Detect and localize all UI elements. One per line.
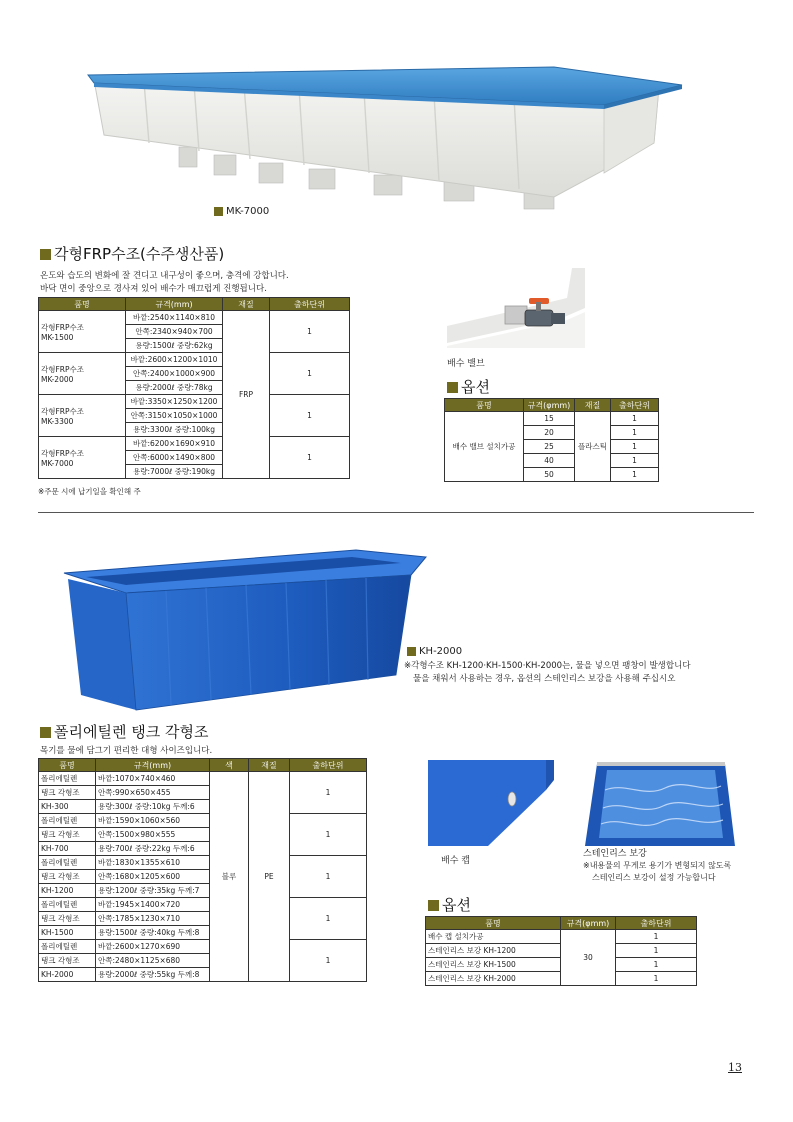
- pe-option-title-text: 옵션: [442, 896, 471, 914]
- frp-option-spec: 15: [524, 412, 575, 426]
- pe-option-unit: 1: [616, 944, 697, 958]
- pe-option-table: [425, 916, 697, 986]
- drain-cap-image: [428, 760, 554, 846]
- pe-row-outer: 바깥:1830×1355×610: [96, 856, 210, 870]
- frp-header-material: 재질: [223, 298, 270, 311]
- bullet-square-icon: [40, 727, 51, 738]
- pe-row-name2: 탱크 각형조: [39, 870, 96, 884]
- drain-valve-image: [447, 268, 585, 348]
- frp-option-unit: 1: [611, 454, 659, 468]
- pe-header-spec: 규격(mm): [96, 759, 210, 772]
- pe-row-capacity: 용량:1500ℓ 중량:40kg 두께:8: [96, 926, 210, 940]
- frp-row-outer: 바깥:6200×1690×910: [126, 437, 223, 451]
- stainless-note: [583, 860, 731, 884]
- pe-row-name3: KH-1200: [39, 884, 96, 898]
- pe-row-name3: KH-2000: [39, 968, 96, 982]
- pe-header-name: 품명: [39, 759, 96, 772]
- pe-row-name1: 폴리에틸렌: [39, 772, 96, 786]
- frp-option-unit: 1: [611, 426, 659, 440]
- pe-spec-table: [38, 758, 367, 982]
- frp-option-header-unit: 출하단위: [611, 399, 659, 412]
- pe-row-outer: 바깥:2600×1270×690: [96, 940, 210, 954]
- pe-option-header-spec: 규격(φmm): [561, 917, 616, 930]
- drain-valve-caption: 배수 밸브: [447, 359, 485, 369]
- frp-section-title-text: 각형FRP수조(수주생산품): [54, 245, 225, 263]
- pe-section-title-text: 폴리에틸렌 탱크 각형조: [54, 723, 209, 741]
- frp-option-unit: 1: [611, 412, 659, 426]
- bullet-square-icon: [40, 249, 51, 260]
- frp-row-inner: 안쪽:2400×1000×900: [126, 367, 223, 381]
- pe-row-unit: 1: [290, 772, 367, 814]
- pe-description: 목기를 물에 담그기 편리한 대형 사이즈입니다.: [40, 746, 213, 756]
- pe-row-name1: 폴리에틸렌: [39, 814, 96, 828]
- frp-header-unit: 출하단위: [270, 298, 350, 311]
- frp-option-spec: 40: [524, 454, 575, 468]
- frp-row-outer: 바깥:3350×1250×1200: [126, 395, 223, 409]
- pe-row-unit: 1: [290, 814, 367, 856]
- frp-option-title: [447, 376, 490, 397]
- frp-row-name: 각형FRP수조 MK-2000: [39, 353, 126, 395]
- pe-row-capacity: 용량:300ℓ 중량:10kg 두께:6: [96, 800, 210, 814]
- frp-section-title: [40, 243, 224, 264]
- frp-row-inner: 안쪽:6000×1490×800: [126, 451, 223, 465]
- frp-option-header-material: 재질: [575, 399, 611, 412]
- frp-row-capacity: 용량:7000ℓ 중량:190kg: [126, 465, 223, 479]
- section-divider: [38, 512, 754, 513]
- pe-row-inner: 안쪽:1680×1205×600: [96, 870, 210, 884]
- frp-footnote: ※주문 시에 납기일을 확인해 주: [38, 487, 141, 496]
- frp-option-name-cell: 배수 밸브 설치가공: [445, 412, 524, 482]
- frp-header-spec: 규격(mm): [126, 298, 223, 311]
- pe-row-unit: 1: [290, 940, 367, 982]
- pe-option-unit: 1: [616, 972, 697, 986]
- frp-spec-table: [38, 297, 350, 479]
- frp-row-unit: 1: [270, 395, 350, 437]
- stainless-caption: 스테인리스 보강: [583, 849, 647, 859]
- frp-option-unit: 1: [611, 468, 659, 482]
- pe-expansion-note: [404, 660, 691, 686]
- frp-option-header-spec: 규격(φmm): [524, 399, 575, 412]
- pe-row-name1: 폴리에틸렌: [39, 856, 96, 870]
- pe-option-name: 스테인리스 보강 KH-1500: [426, 958, 561, 972]
- pe-row-unit: 1: [290, 856, 367, 898]
- frp-product-caption: [214, 206, 269, 217]
- pe-row-inner: 안쪽:990×650×455: [96, 786, 210, 800]
- frp-row-unit: 1: [270, 353, 350, 395]
- pe-row-capacity: 용량:1200ℓ 중량:35kg 두께:7: [96, 884, 210, 898]
- pe-option-name: 스테인리스 보강 KH-1200: [426, 944, 561, 958]
- pe-option-name: 배수 캡 설치가공: [426, 930, 561, 944]
- frp-option-material-cell: 플라스틱: [575, 412, 611, 482]
- stainless-reinforcement-image: [585, 760, 735, 846]
- frp-option-unit: 1: [611, 440, 659, 454]
- frp-description: [40, 270, 289, 296]
- bullet-square-icon: [407, 647, 416, 656]
- stainless-note-line1: ※내용물의 무게로 용기가 변형되지 않도록: [583, 861, 732, 870]
- pe-row-name2: 탱크 각형조: [39, 828, 96, 842]
- drain-cap-caption: 배수 캡: [441, 856, 470, 866]
- frp-row-inner: 안쪽:2340×940×700: [126, 325, 223, 339]
- pe-option-header-unit: 출하단위: [616, 917, 697, 930]
- pe-row-inner: 안쪽:1500×980×555: [96, 828, 210, 842]
- pe-option-name: 스테인리스 보강 KH-2000: [426, 972, 561, 986]
- pe-tank-image: [56, 545, 428, 715]
- pe-option-unit: 1: [616, 930, 697, 944]
- pe-row-name3: KH-300: [39, 800, 96, 814]
- frp-row-unit: 1: [270, 437, 350, 479]
- pe-header-material: 재질: [249, 759, 290, 772]
- pe-option-header-name: 품명: [426, 917, 561, 930]
- frp-option-title-text: 옵션: [461, 378, 490, 396]
- frp-row-name: 각형FRP수조 MK-7000: [39, 437, 126, 479]
- pe-section-title: [40, 721, 208, 742]
- frp-row-capacity: 용량:3300ℓ 중량:100kg: [126, 423, 223, 437]
- frp-material-cell: FRP: [223, 311, 270, 479]
- frp-row-name: 각형FRP수조 MK-3300: [39, 395, 126, 437]
- frp-product-caption-text: MK-7000: [226, 206, 270, 217]
- frp-row-outer: 바깥:2540×1140×810: [126, 311, 223, 325]
- pe-row-capacity: 용량:700ℓ 중량:22kg 두께:6: [96, 842, 210, 856]
- pe-option-spec-cell: 30: [561, 930, 616, 986]
- pe-header-color: 색: [210, 759, 249, 772]
- frp-row-outer: 바깥:2600×1200×1010: [126, 353, 223, 367]
- pe-row-outer: 바깥:1590×1060×560: [96, 814, 210, 828]
- pe-option-unit: 1: [616, 958, 697, 972]
- bullet-square-icon: [214, 207, 223, 216]
- pe-color-cell: 블루: [210, 772, 249, 982]
- pe-product-caption-text: KH-2000: [419, 646, 463, 657]
- frp-option-spec: 25: [524, 440, 575, 454]
- frp-row-capacity: 용량:2000ℓ 중량:78kg: [126, 381, 223, 395]
- pe-row-name2: 탱크 각형조: [39, 786, 96, 800]
- pe-note-line2: 물을 채워서 사용하는 경우, 옵션의 스테인리스 보강을 사용해 주십시오: [413, 674, 676, 684]
- frp-option-header-name: 품명: [445, 399, 524, 412]
- pe-material-cell: PE: [249, 772, 290, 982]
- stainless-note-line2: 스테인리스 보강이 설정 가능합니다: [592, 873, 716, 882]
- pe-header-unit: 출하단위: [290, 759, 367, 772]
- pe-note-line1: ※각형수조 KH-1200·KH-1500·KH-2000는, 물을 넣으면 팽창이 발생합니다: [404, 661, 691, 671]
- pe-row-inner: 안쪽:1785×1230×710: [96, 912, 210, 926]
- pe-row-inner: 안쪽:2480×1125×680: [96, 954, 210, 968]
- pe-product-caption: [407, 646, 462, 657]
- frp-desc-line2: 바닥 면이 중앙으로 경사져 있어 배수가 매끄럽게 진행됩니다.: [40, 284, 267, 294]
- frp-row-unit: 1: [270, 311, 350, 353]
- frp-tank-image: [84, 55, 684, 215]
- frp-desc-line1: 온도와 습도의 변화에 잘 견디고 내구성이 좋으며, 충격에 강합니다.: [40, 271, 289, 281]
- pe-option-title: [428, 894, 471, 915]
- frp-header-name: 품명: [39, 298, 126, 311]
- page-number: 13: [728, 1061, 742, 1074]
- pe-row-name1: 폴리에틸렌: [39, 940, 96, 954]
- pe-row-name2: 탱크 각형조: [39, 912, 96, 926]
- frp-row-capacity: 용량:1500ℓ 중량:62kg: [126, 339, 223, 353]
- frp-row-inner: 안쪽:3150×1050×1000: [126, 409, 223, 423]
- pe-row-unit: 1: [290, 898, 367, 940]
- pe-row-capacity: 용량:2000ℓ 중량:55kg 두께:8: [96, 968, 210, 982]
- pe-row-outer: 바깥:1070×740×460: [96, 772, 210, 786]
- frp-option-table: [444, 398, 659, 482]
- pe-row-name1: 폴리에틸렌: [39, 898, 96, 912]
- frp-option-spec: 20: [524, 426, 575, 440]
- frp-option-spec: 50: [524, 468, 575, 482]
- pe-row-name2: 탱크 각형조: [39, 954, 96, 968]
- pe-row-name3: KH-700: [39, 842, 96, 856]
- bullet-square-icon: [428, 900, 439, 911]
- pe-row-name3: KH-1500: [39, 926, 96, 940]
- frp-row-name: 각형FRP수조 MK-1500: [39, 311, 126, 353]
- pe-row-outer: 바깥:1945×1400×720: [96, 898, 210, 912]
- bullet-square-icon: [447, 382, 458, 393]
